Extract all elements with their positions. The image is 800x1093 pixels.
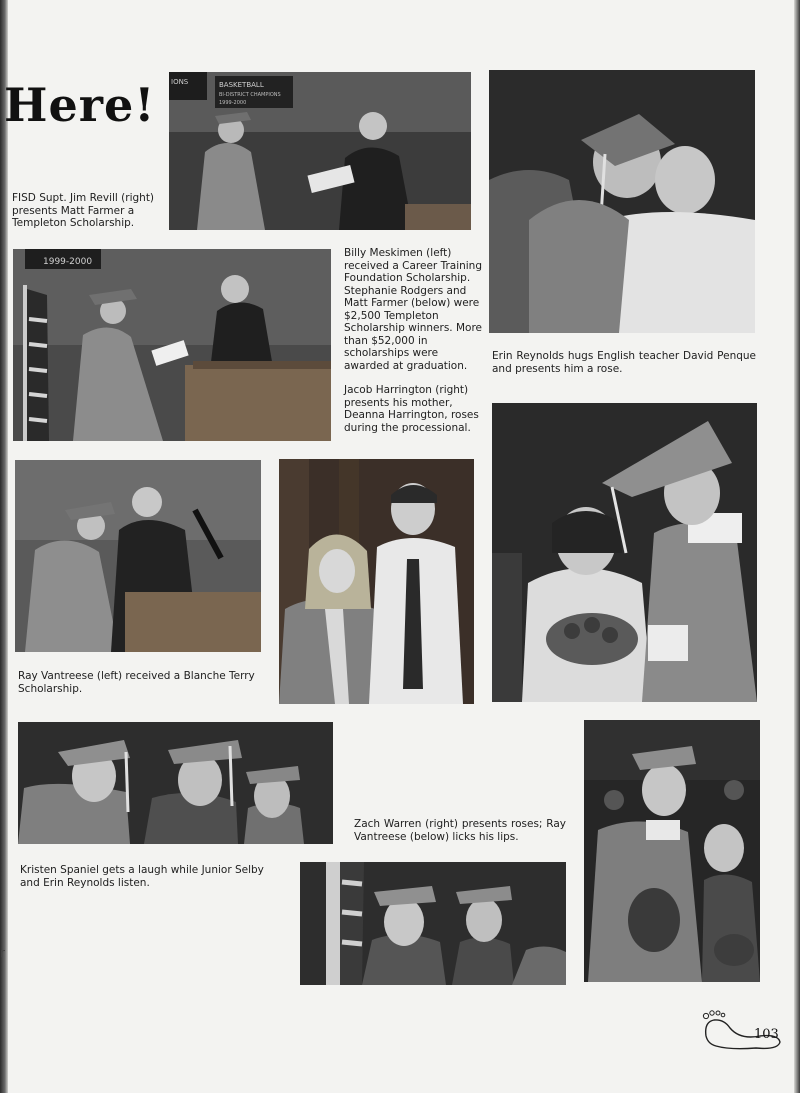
caption-warren: Zach Warren (right) presents roses; Ray Vantreese (below) licks his lips.: [354, 818, 566, 843]
banner-years: 1999-2000: [43, 257, 93, 267]
caption-meskimen: Billy Meskimen (left) received a Career Training Foundation Scholarship. Stephanie Rodgers and Matt Farmer (below) were $2,500 Templeton Scholarship winners. More than $52,000 in scholarships were awarded at graduation.: [344, 247, 483, 372]
caption-spaniel: Kristen Spaniel gets a laugh while Junior Selby and Erin Reynolds listen.: [20, 864, 264, 889]
photo-spaniel-laugh: [18, 722, 333, 844]
photo-harrington-mother: [279, 459, 474, 704]
photo-vantreese-scholarship: [15, 460, 261, 652]
page-edge: [794, 0, 800, 1093]
banner-subtext: BI-DISTRICT CHAMPIONS: [219, 92, 281, 98]
photo-meskimen-scholarship: [13, 249, 331, 441]
photo-hug-english-teacher: [489, 70, 755, 333]
page-folio: [700, 1010, 782, 1050]
edge-mark: r: [0, 946, 5, 960]
page-number: 103: [754, 1027, 779, 1042]
page-headline: Here!: [4, 78, 156, 132]
banner-years: 1999-2000: [219, 100, 247, 106]
caption-vantreese: Ray Vantreese (left) received a Blanche Terry Scholarship.: [18, 670, 255, 695]
photo-vantreese-lips: [300, 862, 566, 985]
photo-warren-roses: [584, 720, 760, 982]
binding-shadow: [0, 0, 8, 1093]
banner-text: BASKETBALL: [219, 81, 264, 89]
caption-revill: FISD Supt. Jim Revill (right) presents Matt Farmer a Templeton Scholarship.: [12, 192, 155, 229]
caption-reynolds: Erin Reynolds hugs English teacher David Penque and presents him a rose.: [492, 350, 756, 375]
photo-roses-exchange: [492, 403, 757, 702]
banner-corner: IONS: [171, 78, 189, 86]
photo-revill-scholarship: [169, 72, 471, 230]
caption-harrington: Jacob Harrington (right) presents his mother, Deanna Harrington, roses during the processional.: [344, 384, 479, 434]
